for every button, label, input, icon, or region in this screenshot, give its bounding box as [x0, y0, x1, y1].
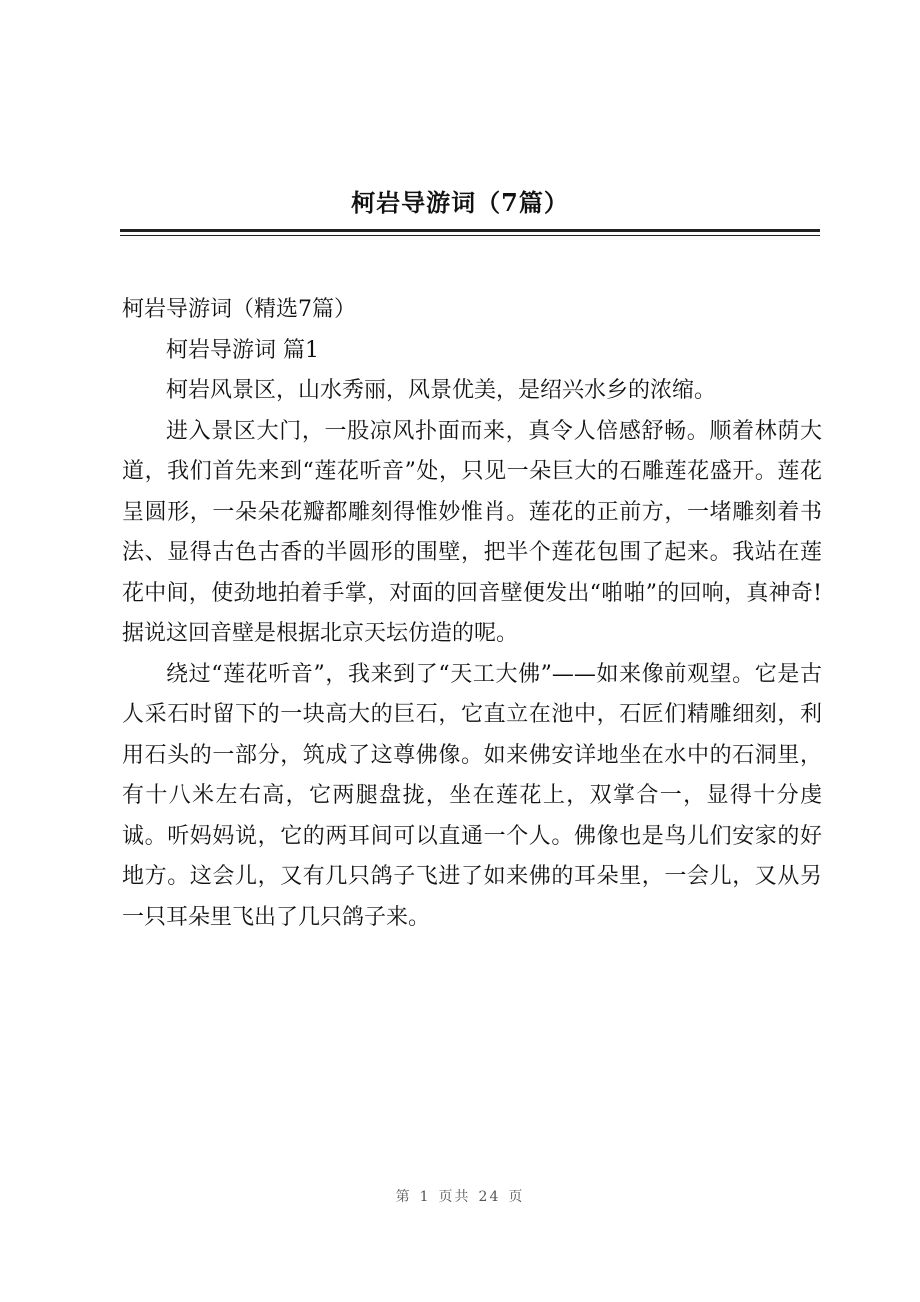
document-title: 柯岩导游词（7篇） [351, 188, 569, 217]
title-divider-thick [120, 229, 820, 232]
footer-prefix: 第 [395, 1189, 412, 1205]
footer-middle: 页共 [438, 1189, 471, 1205]
footer-current-page: 1 [419, 1189, 431, 1205]
paragraph-1: 柯岩风景区，山水秀丽，风景优美，是绍兴水乡的浓缩。 [166, 378, 717, 403]
paragraph-3: 绕过“莲花听音”，我来到了“天工大佛”——如来像前观望。它是古人采石时留下的一块高大的巨石，它直立在池中，石匠们精雕细刻，利用石头的一部分，筑成了这尊佛像。如来佛安详地坐在水中的石洞里，有十八米左右高，它两腿盘拢，坐在莲花上，双掌合一，显得十分虔诚。听妈妈说，它的两耳间可以直通一个人。佛像也是鸟儿们安家的好地方。这会儿，又有几只鸽子飞进了如来佛的耳朵里，一会儿，又从另一只耳朵里飞出了几只鸽子来。 [122, 661, 822, 930]
footer-suffix: 页 [508, 1189, 525, 1205]
paragraph-2: 进入景区大门，一股凉风扑面而来，真令人倍感舒畅。顺着林荫大道，我们首先来到“莲花听音”处，只见一朵巨大的石雕莲花盛开。莲花呈圆形，一朵朵花瓣都雕刻得惟妙惟肖。莲花的正前方，一堵雕刻着书法、显得古色古香的半圆形的围壁，把半个莲花包围了起来。我站在莲花中间，使劲地拍着手掌，对面的回音壁便发出“啪啪”的回响，真神奇!据说这回音壁是根据北京天坛仿造的呢。 [122, 418, 822, 646]
document-body [122, 290, 822, 938]
footer-total-pages: 24 [478, 1189, 501, 1205]
title-divider-thin [120, 235, 820, 236]
page-footer [0, 1186, 920, 1206]
intro-line: 柯岩导游词（精选7篇） [122, 297, 356, 322]
section-heading: 柯岩导游词 篇1 [166, 337, 319, 363]
